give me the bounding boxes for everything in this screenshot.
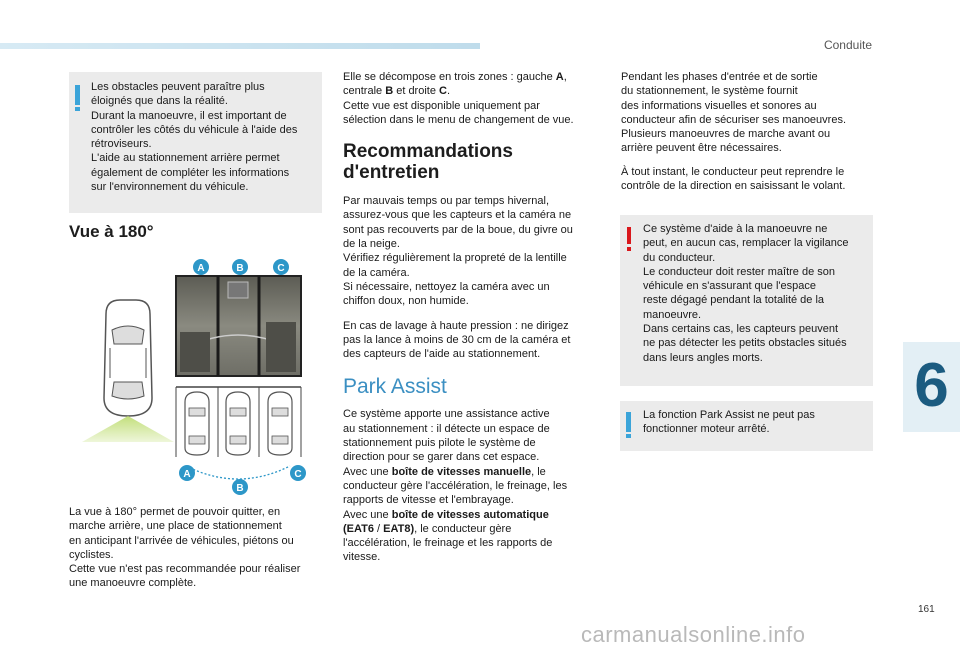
badge-c-bottom: [290, 465, 306, 481]
header-bar: [0, 43, 480, 49]
page-number: 161: [918, 604, 935, 615]
zones-paragraph: Elle se décompose en trois zones : gauche A, centrale B et droite C. Cette vue est disponible uniquement par sélection dans le menu de changement de vue.: [343, 71, 574, 126]
svg-text:A: A: [183, 469, 191, 480]
middle-column: [343, 70, 605, 565]
car-top-view: [104, 300, 152, 416]
watermark: carmanualsonline.info: [581, 622, 806, 647]
camera-view-illustration: [68, 252, 323, 497]
view-arc: [186, 466, 290, 479]
svg-text:C: C: [294, 469, 302, 480]
chapter-tab: [903, 342, 960, 432]
info-icon-dot: [626, 434, 631, 438]
right-paragraph-2: À tout instant, le conducteur peut reprendre le contrôle de la direction en saisissant le volant.: [621, 165, 846, 193]
svg-text:B: B: [236, 263, 244, 274]
info-icon-dot: [75, 107, 80, 111]
info-text: Les obstacles peuvent paraître plus éloignés que dans la réalité. Durant la manoeuvre, il est important de contrôler les côtés du véhicule à l'aide des rétroviseurs. L'aide au stationnement arrière permet également de compléter les informations sur l'environnement du véhicule.: [91, 81, 298, 194]
info-icon: [626, 412, 631, 432]
heading-park-assist: Park Assist: [343, 375, 447, 399]
badge-c-top: [273, 259, 289, 275]
rear-view-zone: [82, 416, 174, 442]
reco-paragraph-2: En cas de lavage à haute pression : ne dirigez pas la lance à moins de 30 cm de la caméra et des capteurs de l'aide au stationnement.: [343, 319, 571, 361]
right-column: [621, 70, 883, 200]
info-box-obstacles: [69, 72, 322, 213]
info-box-park-assist: La fonction Park Assist ne peut pas fonctionner moteur arrêté.: [620, 401, 873, 451]
paragraph-vue-180: La vue à 180° permet de pouvoir quitter, en marche arrière, une place de stationnement en anticipant l'arrivée de véhicules, piétons ou cyclistes. Cette vue n'est pas recommandée pour réaliser une manoeuvre complète.: [69, 506, 301, 590]
heading-recommandations: Recommandations d'entretien: [343, 141, 513, 184]
chapter-number: 6: [914, 351, 949, 420]
svg-text:C: C: [277, 263, 285, 274]
warning-box: Ce système d'aide à la manoeuvre ne peut, en aucun cas, remplacer la vigilance du conducteur. Le conducteur doit rester maître de son véhicule en s'assurant que l'espace reste dégagé pendant la totalité de la manoeuvre. Dans certains cas, les capteurs peuvent ne pas détecter les petits obstacles situés dans leurs angles morts.: [620, 215, 873, 386]
right-paragraph-1: Pendant les phases d'entrée et de sortie du stationnement, le système fournit des informations visuelles et sonores au conducteur afin de sécuriser ses manoeuvres. Plusieurs manoeuvres de marche avant ou arrière peuvent être nécessaires.: [621, 71, 847, 155]
info-icon: [75, 85, 80, 105]
park-assist-paragraph: Ce système apporte une assistance active au stationnement : il détecte un espace de stationnement puis pilote le système de direction pour se garer dans cet espace. Avec une boîte de vitesses manuelle, le conducteur gère l'accélération, le freinage, les rapports de vitesse et l'embrayage. Avec une boîte de vitesses automatique (EAT6 / EAT8), le conducteur gère l'accélération, le freinage et les rapports de vitesse.: [343, 408, 568, 564]
heading-vue-180: Vue à 180°: [69, 222, 154, 241]
badge-a-top: [193, 259, 209, 275]
svg-text:A: A: [197, 263, 205, 274]
badge-b-bottom: [232, 479, 248, 495]
warning-icon: [627, 227, 631, 244]
svg-text:B: B: [236, 483, 244, 494]
reco-paragraph-1: Par mauvais temps ou par temps hivernal, assurez-vous que les capteurs et la caméra ne sont pas recouverts par de la boue, du givre ou de la neige. Vérifiez régulièrement la propreté de la lentille de la caméra. Si nécessaire, nettoyez la caméra avec un chiffon doux, non humide.: [343, 195, 573, 308]
section-title: Conduite: [823, 38, 872, 52]
badge-a-bottom: [179, 465, 195, 481]
warning-icon-dot: [627, 247, 631, 251]
badge-b-top: [232, 259, 248, 275]
